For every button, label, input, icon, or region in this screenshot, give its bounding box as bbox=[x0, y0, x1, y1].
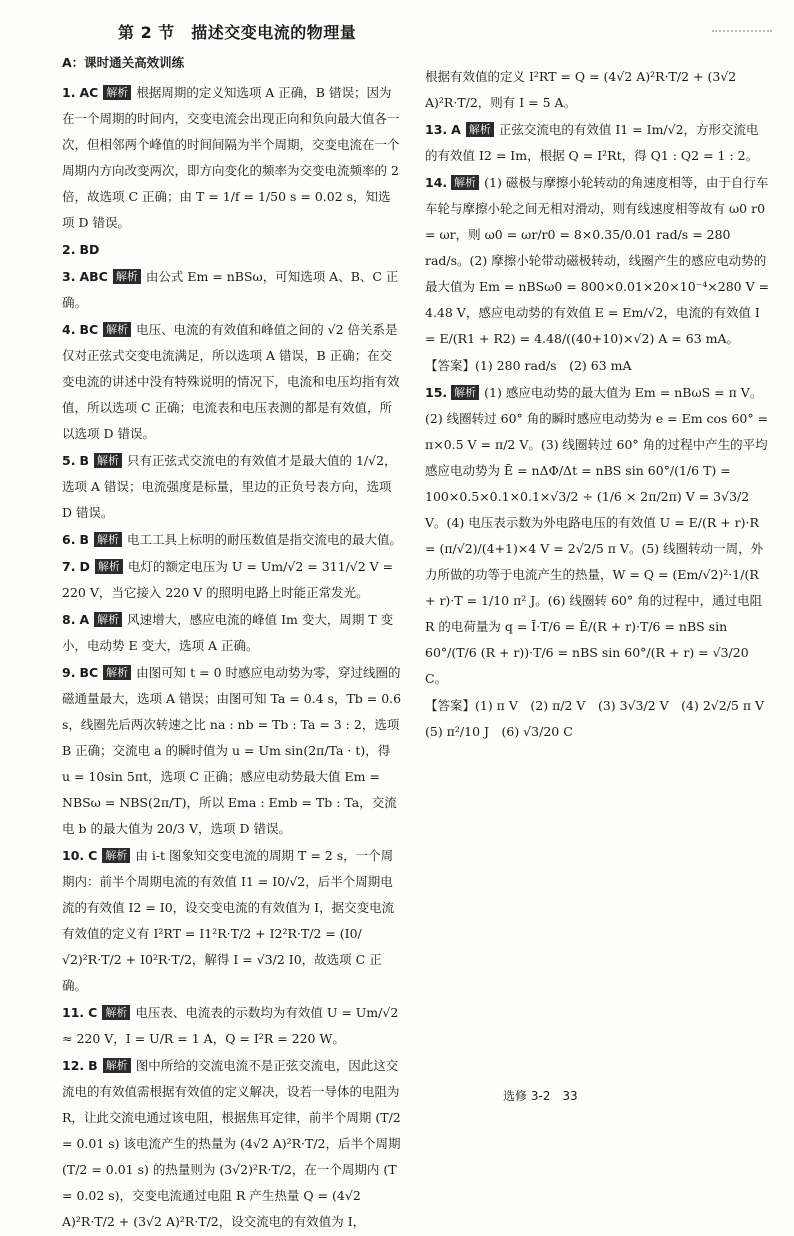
analysis-tag: 解析 bbox=[113, 269, 141, 284]
analysis-tag: 解析 bbox=[451, 175, 479, 190]
answer-item bbox=[62, 317, 402, 447]
explanation-text: 电工工具上标明的耐压数值是指交流电的最大值。 bbox=[126, 532, 402, 547]
answer-choice: ABC bbox=[79, 269, 108, 284]
answer-item bbox=[425, 380, 770, 692]
answer-choice: B bbox=[88, 1058, 98, 1073]
answer-item bbox=[425, 64, 770, 116]
page-footer: 选修 3-2 33 bbox=[503, 1089, 578, 1103]
answer-item bbox=[62, 80, 402, 236]
explanation-text: 【答案】(1) 280 rad/s (2) 63 mA bbox=[425, 358, 632, 373]
explanation-text: 电压表、电流表的示数均为有效值 U = Um/√2 ≈ 220 V，I = U/R = 1 A，Q = I²R = 220 W。 bbox=[62, 1005, 399, 1046]
analysis-tag: 解析 bbox=[103, 322, 131, 337]
answer-choice: C bbox=[88, 848, 98, 863]
answer-choice: BD bbox=[79, 242, 100, 257]
question-number: 3. bbox=[62, 269, 76, 284]
answer-choice: BC bbox=[79, 322, 99, 337]
section-heading: A：课时通关高效训练 bbox=[62, 55, 185, 70]
right-column bbox=[425, 64, 777, 746]
explanation-text: (1) 磁极与摩擦小轮转动的角速度相等，由于自行车车轮与摩擦小轮之间无相对滑动，则有线速度相等故有 ω0 r0 = ωr，则 ω0 = ωr/r0 = 8×0.35/0.01 rad/s = 280 rad/s。(2) 摩擦小轮带动磁极转动，线圈产生的感应电动势的最大值为 Em = nBSω0 = 800×0.01×20×10⁻⁴×280 V = 4.48 V，感应电动势的有效值 E = Em/√2，电流的有效值 I = E/(R1 + R2) = 4.48/((40+10)×√2) A = 63 mA。 bbox=[425, 175, 770, 346]
explanation-text: 电灯的额定电压为 U = Um/√2 = 311/√2 V = 220 V，当它接入 220 V 的照明电路上时能正常发光。 bbox=[62, 559, 394, 600]
question-number: 6. bbox=[62, 532, 76, 547]
analysis-tag: 解析 bbox=[94, 453, 122, 468]
answer-choice: D bbox=[79, 559, 90, 574]
answer-item bbox=[62, 843, 402, 999]
analysis-tag: 解析 bbox=[94, 612, 122, 627]
answer-item bbox=[62, 1053, 402, 1235]
analysis-tag: 解析 bbox=[451, 385, 479, 400]
question-number: 4. bbox=[62, 322, 76, 337]
explanation-text: 由图可知 t = 0 时感应电动势为零，穿过线圈的磁通量最大，选项 A 错误；由图可知 Ta = 0.4 s，Tb = 0.6 s，线圈先后两次转速之比 na : nb = Tb : Ta = 3 : 2，选项 B 正确；交流电 a 的瞬时值为 u = Um sin(2π/Ta · t)，得 u = 10sin 5πt，选项 C 正确；感应电动势最大值 Em = NBSω = NBS(2π/T)，所以 Ema : Emb = Tb : Ta，交流电 b 的最大值为 20/3 V，选项 D 错误。 bbox=[62, 665, 402, 836]
answer-item bbox=[62, 448, 402, 526]
explanation-text: 根据周期的定义知选项 A 正确，B 错误；因为在一个周期的时间内，交变电流会出现正向和负向最大值各一次，但相邻两个峰值的时间间隔为半个周期，交变电流在一个周期内方向改变两次，即方向变化的频率为交变电流频率的 2 倍，故选项 C 正确；由 T = 1/f = 1/50 s = 0.02 s，知选项 D 错误。 bbox=[62, 85, 400, 230]
explanation-text: 正弦交流电的有效值 I1 = Im/√2，方形交流电的有效值 I2 = Im，根据 Q = I²Rt，得 Q1 : Q2 = 1 : 2。 bbox=[425, 122, 759, 163]
analysis-tag: 解析 bbox=[103, 1058, 131, 1073]
answer-item bbox=[62, 554, 402, 606]
answer-choice: A bbox=[79, 612, 90, 627]
question-number: 9. bbox=[62, 665, 76, 680]
question-number: 7. bbox=[62, 559, 76, 574]
analysis-tag: 解析 bbox=[103, 85, 131, 100]
explanation-text: 根据有效值的定义 I²RT = Q = (4√2 A)²R·T/2 + (3√2 A)²R·T/2，则有 I = 5 A。 bbox=[425, 69, 737, 110]
analysis-tag: 解析 bbox=[103, 665, 131, 680]
decorative-dots bbox=[712, 30, 772, 40]
answer-choice: BC bbox=[79, 665, 99, 680]
question-number: 12. bbox=[62, 1058, 85, 1073]
question-number: 14. bbox=[425, 175, 448, 190]
analysis-tag: 解析 bbox=[102, 848, 130, 863]
answer-choice: AC bbox=[79, 85, 99, 100]
answer-choice: A bbox=[451, 122, 461, 137]
explanation-text: 【答案】(1) π V (2) π/2 V (3) 3√3/2 V (4) 2√2/5 π V (5) π²/10 J (6) √3/20 C bbox=[425, 698, 777, 739]
answer-choice: B bbox=[79, 532, 89, 547]
question-number: 1. bbox=[62, 85, 76, 100]
question-number: 10. bbox=[62, 848, 85, 863]
answer-item bbox=[425, 117, 770, 169]
question-number: 2. bbox=[62, 242, 76, 257]
answer-item bbox=[62, 660, 402, 842]
explanation-text: (1) 感应电动势的最大值为 Em = nBωS = π V。(2) 线圈转过 60° 角的瞬时感应电动势为 e = Em cos 60° = π×0.5 V = π/2 V。(3) 线圈转过 60° 角的过程中产生的平均感应电动势为 Ē = nΔΦ/Δt = nBS sin 60°/(1/6 T) = 100×0.5×0.1×0.1×√3/2 ÷ (1/6 × 2π/2π) V = 3√3/2 V。(4) 电压表示数为外电路电压的有效值 U = E/(R + r)·R = (π/√2)/(4+1)×4 V = 2√2/5 π V。(5) 线圈转动一周，外力所做的功等于电流产生的热量，W = Q = (Em/√2)²·1/(R + r)·T = 1/10 π² J。(6) 线圈转 60° 角的过程中，通过电阻 R 的电荷量为 q = Ī·T/6 = Ē/(R + r)·T/6 = nBS sin 60°/(T/6 (R + r))·T/6 = nBS sin 60°/(R + r) = √3/20 C。 bbox=[425, 385, 769, 686]
answer-choice: B bbox=[79, 453, 89, 468]
answer-item bbox=[62, 1000, 402, 1052]
left-column bbox=[62, 80, 402, 1236]
question-number: 15. bbox=[425, 385, 448, 400]
explanation-text: 只有正弦式交流电的有效值才是最大值的 1/√2，选项 A 错误；电流强度是标量，里边的正负号表方向，选项 D 错误。 bbox=[62, 453, 397, 520]
answer-item bbox=[62, 264, 402, 316]
answer-item bbox=[62, 237, 402, 263]
answer-item bbox=[425, 170, 770, 352]
answer-choice: C bbox=[88, 1005, 98, 1020]
explanation-text: 图中所给的交流电流不是正弦交流电，因此这交流电的有效值需根据有效值的定义解决，设若一导体的电阻为 R，让此交流电通过该电阻，根据焦耳定律，前半个周期 (T/2 = 0.01 s) 该电流产生的热量为 (4√2 A)²R·T/2，后半个周期 (T/2 = 0.01 s) 的热量则为 (3√2)²R·T/2，在一个周期内 (T = 0.02 s)，交变电流通过电阻 R 产生热量 Q = (4√2 A)²R·T/2 + (3√2 A)²R·T/2，设交流电的有效值为 I， bbox=[62, 1058, 401, 1229]
analysis-tag: 解析 bbox=[95, 559, 123, 574]
question-number: 11. bbox=[62, 1005, 85, 1020]
explanation-text: 由 i-t 图象知交变电流的周期 T = 2 s，一个周期内：前半个周期电流的有效值 I1 = I0/√2，后半个周期电流的有效值 I2 = I0，设交变电流的有效值为 I，据交变电流有效值的定义有 I²RT = I1²R·T/2 + I2²R·T/2 = (I0/√2)²R·T/2 + I0²R·T/2，解得 I = √3/2 I0，故选项 C 正确。 bbox=[62, 848, 395, 993]
explanation-text: 由公式 Em = nBSω，可知选项 A、B、C 正确。 bbox=[62, 269, 399, 310]
question-number: 13. bbox=[425, 122, 448, 137]
answer-item bbox=[62, 607, 402, 659]
explanation-text: 风速增大，感应电流的峰值 Im 变大，周期 T 变小，电动势 E 变大，选项 A 正确。 bbox=[62, 612, 394, 653]
answer-item bbox=[425, 693, 777, 745]
question-number: 8. bbox=[62, 612, 76, 627]
analysis-tag: 解析 bbox=[94, 532, 122, 547]
analysis-tag: 解析 bbox=[466, 122, 494, 137]
page-title: 第 2 节 描述交变电流的物理量 bbox=[118, 23, 357, 42]
answer-item bbox=[425, 353, 770, 379]
analysis-tag: 解析 bbox=[102, 1005, 130, 1020]
answer-item bbox=[62, 527, 402, 553]
explanation-text: 电压、电流的有效值和峰值之间的 √2 倍关系是仅对正弦式交变电流满足，所以选项 A 错误，B 正确；在交变电流的讲述中没有特殊说明的情况下，电流和电压均指有效值，所以选项 C 正确；电流表和电压表测的都是有效值，所以选项 D 错误。 bbox=[62, 322, 400, 441]
question-number: 5. bbox=[62, 453, 76, 468]
